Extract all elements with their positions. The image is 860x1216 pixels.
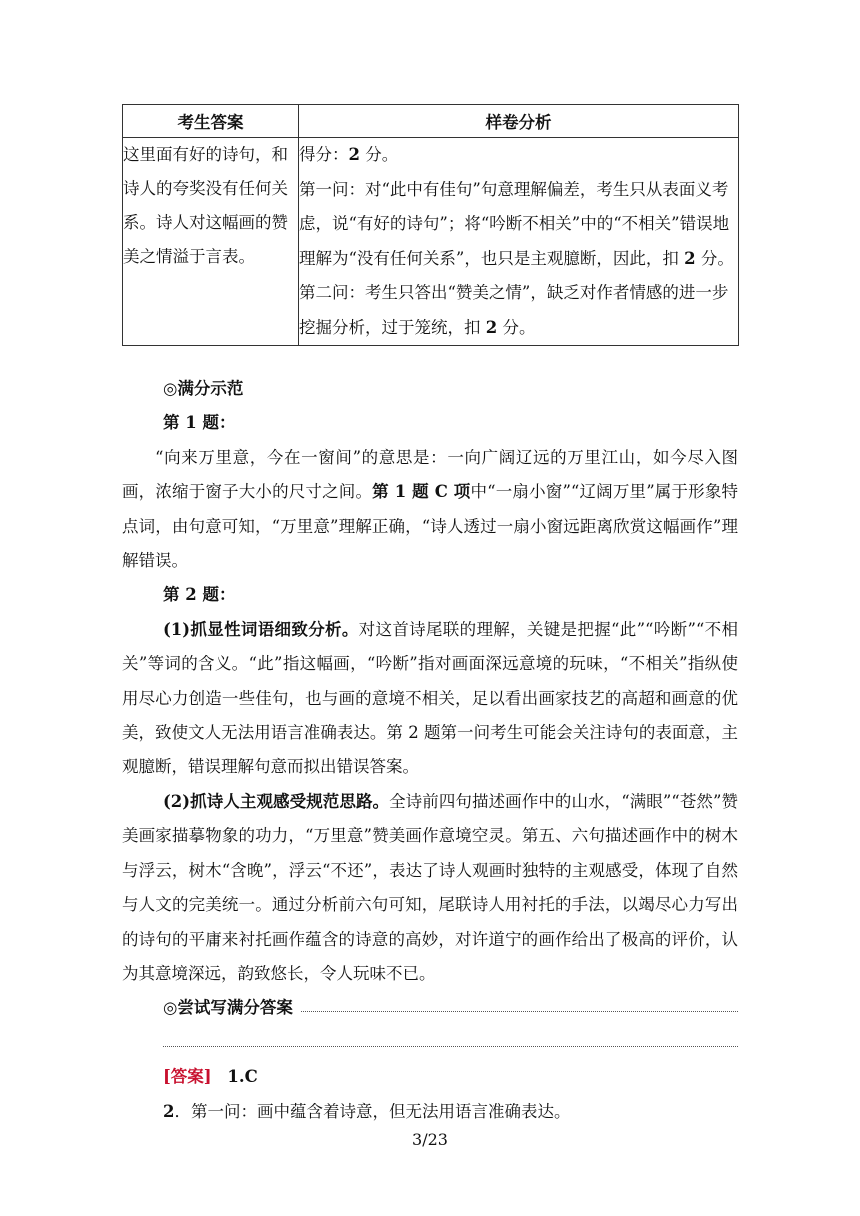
student-answer-text: 这里面有好的诗句，和诗人的夸奖没有任何关系。诗人对这幅画的赞美之情溢于言表。 [123,145,288,266]
header-student-answer: 考生答案 [123,105,299,138]
answer-tag: [答案] [163,1067,212,1087]
try-answer-row [163,991,738,1025]
answer-line-1[interactable] [301,1011,738,1012]
header-sample-analysis: 样卷分析 [299,105,739,138]
page-number: 3/23 [412,1130,448,1149]
q1-title: 第 1 题： [163,413,236,433]
score-line: 得分：2 分。 [299,145,399,164]
table-header-row [123,105,739,138]
student-answer-cell [123,138,299,346]
q2-point-1: (1)抓显性词语细致分析。对这首诗尾联的理解，关键是把握“此”“吟断”“不相关”等词的含义。“此”指这幅画，“吟断”指对画面深远意境的玩味，“不相关”指纵使用尽心力创造一些佳句，也与画的意境不相关，足以看出画家技艺的高超和画意的优美，致使文人无法用语言准确表达。第 2 题第一问考生可能会关注诗句的表面意，主观臆断，错误理解句意而拟出错误答案。 [122,619,738,777]
main-content [122,372,739,1129]
q2-analysis: 第二问：考生只答出“赞美之情”，缺乏对作者情感的进一步挖掘分析，过于笼统，扣 2 分。 [299,283,729,337]
answer-line-2[interactable] [163,1026,738,1060]
full-marks-heading: ◎满分示范 [163,379,244,398]
analysis-cell [299,138,739,346]
q1-explanation: “向来万里意，今在一窗间”的意思是：一向广阔辽远的万里江山，如今尽入图画，浓缩于窗子大小的尺寸之间。第 1 题 C 项中“一扇小窗”“辽阔万里”属于形象特点词，由句意可知，“万里意”理解正确，“诗人透过一扇小窗远距离欣赏这幅画作”理解错误。 [122,447,739,571]
analysis-table [122,104,739,346]
table-row [123,138,739,346]
answer-1: [答案] 1.C [163,1067,258,1087]
try-heading: ◎尝试写满分答案 [163,998,293,1018]
q2-point-2: (2)抓诗人主观感受规范思路。全诗前四句描述画作中的山水，“满眼”“苍然”赞美画家描摹物象的功力，“万里意”赞美画作意境空灵。第五、六句描述画作中的树木与浮云，树木“含晚”，浮云“不还”，表达了诗人观画时独特的主观感受，体现了自然与人文的完美统一。通过分析前六句可知，尾联诗人用衬托的手法，以竭尽心力写出的诗句的平庸来衬托画作蕴含的诗意的高妙，对许道宁的画作给出了极高的评价，认为其意境深远，韵致悠长，令人玩味不已。 [122,791,738,983]
q1-analysis: 第一问：对“此中有佳句”句意理解偏差，考生只从表面义考虑，说“有好的诗句”；将“吟断不相关”中的“不相关”错误地理解为“没有任何关系”，也只是主观臆断，因此，扣 2 分。 [299,179,734,268]
answer-2: 2．第一问：画中蕴含着诗意，但无法用语言准确表达。 [163,1101,571,1121]
q2-title: 第 2 题： [163,585,236,605]
